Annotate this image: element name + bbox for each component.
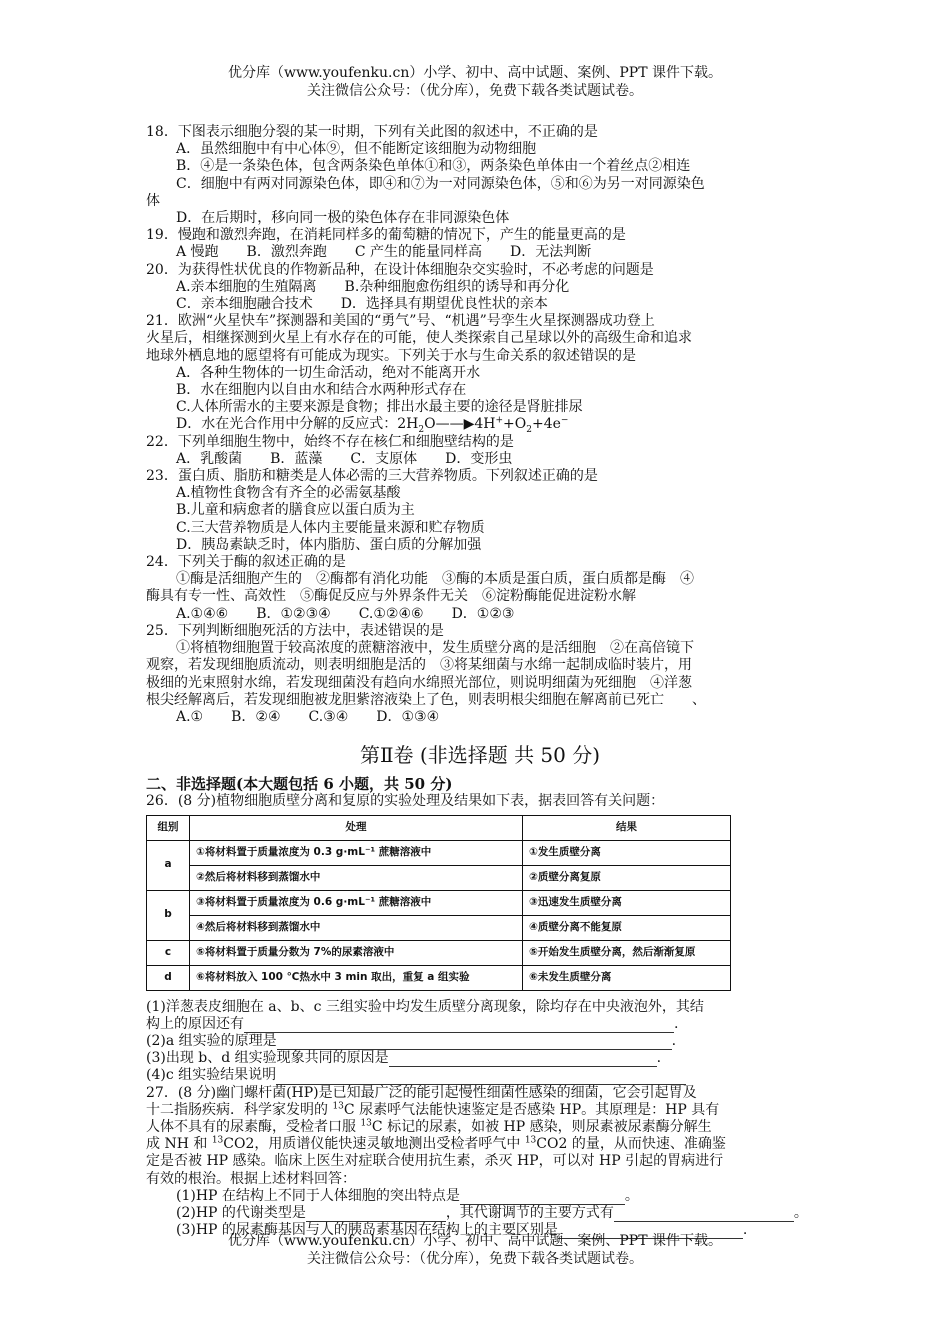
blank-end: . <box>742 1222 748 1239</box>
answer-blank[interactable] <box>276 1070 686 1085</box>
question-19 <box>146 227 814 261</box>
q24-stem: 24．下列关于酶的叙述正确的是 <box>146 554 346 571</box>
q26-sub1-line2 <box>146 1016 814 1033</box>
q23-option-c: C.三大营养物质是人体内主要能量来源和贮存物质 <box>176 519 485 536</box>
q21-d-post: 4H <box>474 416 496 433</box>
q23-option-b: B.儿童和病愈者的膳食应以蛋白质为主 <box>176 502 415 519</box>
question-25 <box>146 623 814 726</box>
q27-l4d: CO2 的量，从而快速、准确鉴 <box>536 1136 726 1153</box>
q23-option-a: A.植物性食物含有齐全的必需氨基酸 <box>176 485 401 502</box>
q27-sub2 <box>146 1205 814 1222</box>
q20-options-ab: A.亲本细胞的生殖隔离 B.杂种细胞愈伤组织的诱导和再分化 <box>176 278 570 295</box>
q27-line-3 <box>146 1119 814 1136</box>
header-line-2: 关注微信公众号：（优分库），免费下载各类试题试卷。 <box>307 83 643 99</box>
question-26 <box>146 793 814 1084</box>
table-cell-process: ④然后将材料移到蒸馏水中 <box>190 915 523 940</box>
table-cell-group: a <box>147 840 190 890</box>
table-row <box>147 965 731 990</box>
q22-options: A．乳酸菌 B．蓝藻 C．支原体 D．变形虫 <box>176 450 513 467</box>
q21-option-a: A．各种生物体的一切生命活动，绝对不能离开水 <box>176 364 481 381</box>
q25-stem: 25．下列判断细胞死活的方法中，表述错误的是 <box>146 622 444 639</box>
blank-end: 。 <box>624 1187 639 1204</box>
q26-sub3-text: (3)出现 b、d 组实验现象共同的原因是 <box>146 1050 389 1067</box>
table-header: 处理 <box>190 815 523 840</box>
q27-l4b: 和 <box>188 1136 212 1153</box>
q21-d-sup1: + <box>495 415 504 426</box>
q27-l2b: C 尿素呼气法能快速鉴定是否感染 HP。其原理是：HP 具有 <box>343 1101 720 1118</box>
q21-stem-1: 21．欧洲“火星快车”探测器和美国的“勇气”号、“机遇”号孪生火星探测器成功登上 <box>146 313 655 330</box>
q24-statements-2: 酶具有专一性、高效性 ⑤酶促反应与外界条件无关 ⑥淀粉酶能促进淀粉水解 <box>146 588 636 605</box>
q25-statements-1: ①将植物细胞置于较高浓度的蔗糖溶液中，发生质壁分离的是活细胞 ②在高倍镜下 <box>176 640 694 657</box>
answer-blank[interactable] <box>244 1018 674 1033</box>
table-cell-process: ②然后将材料移到蒸馏水中 <box>190 865 523 890</box>
blank-end: 。 <box>793 1204 808 1221</box>
q27-l4c: CO2，用质谱仪能快速灵敏地测出受检者呼气中 <box>223 1136 525 1153</box>
table-cell-result: ①发生质壁分离 <box>523 840 731 865</box>
table-cell-result: ②质壁分离复原 <box>523 865 731 890</box>
q27-l2a: 十二指肠疾病．科学家发明的 <box>146 1101 333 1118</box>
table-cell-result: ⑤开始发生质壁分离，然后渐渐复原 <box>523 940 731 965</box>
q21-d-sub2: 2 <box>526 425 532 436</box>
question-20 <box>146 262 814 314</box>
q21-d-post3: +4e <box>531 416 561 433</box>
q25-options: A.① B．②④ C.③④ D．①③④ <box>176 708 440 725</box>
q21-d-sub: 2 <box>418 425 425 436</box>
q25-statements-4: 根尖经解离后，若发现细胞被龙胆紫溶液染上了色，则表明根尖细胞在解离前已死亡 、 <box>146 691 706 708</box>
question-22 <box>146 434 814 468</box>
table-cell-result: ④质壁分离不能复原 <box>523 915 731 940</box>
q27-l4-sup2: 13 <box>524 1135 537 1146</box>
q27-sub3-text: (3)HP 的尿素酶基因与人的胰岛素基因在结构上的主要区别是 <box>176 1222 558 1239</box>
q21-d-pre: D．水在光合作用中分解的反应式：2H <box>176 416 419 433</box>
table-cell-process: ①将材料置于质量浓度为 0.3 g·mL⁻¹ 蔗糖溶液中 <box>190 840 523 865</box>
answer-blank[interactable] <box>277 1035 672 1050</box>
footer-line-1: 优分库（www.youfenku.cn）小学、初中、高中试题、案例、PPT 课件下载。 <box>227 1233 722 1249</box>
q18-option-c: C．细胞中有两对同源染色体，即④和⑦为一对同源染色体，⑤和⑥为另一对同源染色 <box>176 175 705 192</box>
q27-sub2-text-a: (2)HP 的代谢类型是 <box>176 1204 306 1221</box>
answer-blank[interactable] <box>460 1190 625 1205</box>
table-cell-result: ③迅速发生质壁分离 <box>523 890 731 915</box>
blank-end: . <box>656 1050 662 1067</box>
q21-option-b: B．水在细胞内以自由水和结合水两种形式存在 <box>176 382 467 399</box>
table-row <box>147 840 731 865</box>
reaction-arrow: ——▶ <box>435 416 475 433</box>
q21-d-sup2: − <box>560 415 569 426</box>
q23-option-d: D．胰岛素缺乏时，体内脂肪、蛋白质的分解加强 <box>176 536 482 553</box>
table-cell-group: b <box>147 890 190 940</box>
q26-sub2-text: (2)a 组实验的原理是 <box>146 1032 277 1049</box>
table-cell-result: ⑥未发生质壁分离 <box>523 965 731 990</box>
q21-option-d <box>146 415 814 436</box>
q23-stem: 23．蛋白质、脂肪和糖类是人体必需的三大营养物质。下列叙述正确的是 <box>146 468 598 485</box>
answer-blank[interactable] <box>614 1207 794 1222</box>
q18-stem: 18．下图表示细胞分裂的某一时期，下列有关此图的叙述中，不正确的是 <box>146 124 598 140</box>
table-header-row <box>147 815 731 840</box>
q26-sub1-line1: (1)洋葱表皮细胞在 a、b、c 三组实验中均发生质壁分离现象，除均存在中央液泡外，其结 <box>146 998 704 1015</box>
q21-stem-2: 火星后，相继探测到火星上有水存在的可能，使人类探索自己星球以外的高级生命和追求 <box>146 330 692 347</box>
q27-line-1: 27．(8 分)幽门螺杆菌(HP)是已知最广泛的能引起慢性细菌性感染的细菌，它会引起胃及 <box>146 1084 697 1101</box>
question-21 <box>146 313 814 436</box>
q25-statements-3: 极细的光束照射水绵，若发现细菌没有趋向水绵照光部位，则说明细菌为死细胞 ④洋葱 <box>146 674 692 691</box>
q27-sub1-text: (1)HP 在结构上不同于人体细胞的突出特点是 <box>176 1187 460 1204</box>
q19-options: A 慢跑 B．激烈奔跑 C 产生的能量同样高 D．无法判断 <box>176 244 592 261</box>
q27-l3a: 人体不具有的尿素酶，受检者口服 <box>146 1118 361 1135</box>
section-2-heading-bold: 二、非选择题 <box>146 775 237 794</box>
exam-content <box>146 124 814 1239</box>
q27-l3b: C 标记的尿素，如被 HP 感染，则尿素被尿素酶分解生 <box>371 1118 712 1135</box>
table-row <box>147 940 731 965</box>
page-footer <box>0 1232 950 1268</box>
q26-sub2 <box>146 1033 814 1050</box>
section-2-title: 第Ⅱ卷 (非选择题 共 50 分) <box>359 743 601 768</box>
answer-blank[interactable] <box>306 1207 446 1222</box>
header-line-1: 优分库（www.youfenku.cn）小学、初中、高中试题、案例、PPT 课件下载。 <box>227 65 722 81</box>
section-2-heading <box>146 776 814 793</box>
q26-sub1-text: 构上的原因还有 <box>146 1015 244 1032</box>
q27-l3-sup: 13 <box>360 1118 372 1129</box>
q26-sub4 <box>146 1067 814 1084</box>
q27-line-4 <box>146 1136 814 1153</box>
q18-option-d: D．在后期时，移向同一极的染色体存在非同源染色体 <box>176 210 510 227</box>
section-2-heading-rest: (本大题包括 6 小题，共 50 分) <box>236 775 453 794</box>
table-row <box>147 890 731 915</box>
q27-line-2 <box>146 1102 814 1119</box>
q20-options-cd: C．亲本细胞融合技术 D．选择具有期望优良性状的亲本 <box>176 296 548 313</box>
table-cell-group: c <box>147 940 190 965</box>
q27-sub1 <box>146 1188 814 1205</box>
blank-end: . <box>671 1032 677 1049</box>
q27-line-5: 定是否被 HP 感染。临床上医生对症联合使用抗生素，杀灭 HP，可以对 HP 引起的胃病进行 <box>146 1153 724 1170</box>
blank-end: . <box>674 1015 679 1032</box>
q24-options: A.①④⑥ B．①②③④ C.①②④⑥ D．①②③ <box>176 605 515 622</box>
q27-sub2-text-b: ，其代谢调节的主要方式有 <box>445 1204 614 1221</box>
q25-statements-2: 观察，若发现细胞质流动，则表明细胞是活的 ③将某细菌与水绵一起制成临时装片，用 <box>146 657 692 674</box>
q27-l4-sup: 13 <box>211 1135 224 1146</box>
answer-blank[interactable] <box>389 1052 657 1067</box>
table-header: 结果 <box>523 815 731 840</box>
q18-option-c-cont: 体 <box>146 192 160 209</box>
q20-stem: 20．为获得性状优良的作物新品种，在设计体细胞杂交实验时，不必考虑的问题是 <box>146 261 654 278</box>
q18-option-b: B．④是一条染色体，包含两条染色单体①和③，两条染色单体由一个着丝点②相连 <box>176 158 691 175</box>
q18-option-a: A．虽然细胞中有中心体⑨，但不能断定该细胞为动物细胞 <box>176 141 537 158</box>
q24-statements-1: ①酶是活细胞产生的 ②酶都有消化功能 ③酶的本质是蛋白质，蛋白质都是酶 ④ <box>176 571 694 588</box>
footer-line-2: 关注微信公众号：（优分库），免费下载各类试题试卷。 <box>307 1251 643 1267</box>
question-24 <box>146 554 814 623</box>
page-header <box>0 64 950 100</box>
table-cell-process: ⑥将材料放入 100 ℃热水中 3 min 取出，重复 a 组实验 <box>190 965 523 990</box>
question-23 <box>146 468 814 554</box>
q27-l4a: 成 NH <box>146 1136 189 1153</box>
table-cell-process: ③将材料置于质量浓度为 0.6 g·mL⁻¹ 蔗糖溶液中 <box>190 890 523 915</box>
table-row <box>147 915 731 940</box>
q27-l2-sup: 13 <box>332 1101 344 1112</box>
q21-option-c: C.人体所需水的主要来源是食物；排出水最主要的途径是肾脏排尿 <box>176 399 583 416</box>
experiment-table <box>146 815 731 991</box>
table-cell-group: d <box>147 965 190 990</box>
table-header: 组别 <box>147 815 190 840</box>
q27-line-6: 有效的根治。根据上述材料回答： <box>146 1170 356 1187</box>
q21-stem-3: 地球外栖息地的愿望将有可能成为现实。下列关于水与生命关系的叙述错误的是 <box>146 347 636 364</box>
table-row <box>147 865 731 890</box>
question-18 <box>146 124 814 227</box>
q26-sub3 <box>146 1050 814 1067</box>
q26-sub4-text: (4)c 组实验结果说明 <box>146 1067 277 1084</box>
q26-stem: 26．(8 分)植物细胞质壁分离和复原的实验处理及结果如下表，据表回答有关问题： <box>146 793 665 810</box>
table-cell-process: ⑤将材料置于质量分数为 7%的尿素溶液中 <box>190 940 523 965</box>
q22-stem: 22．下列单细胞生物中，始终不存在核仁和细胞壁结构的是 <box>146 433 514 450</box>
q19-stem: 19．慢跑和激烈奔跑，在消耗同样多的葡萄糖的情况下，产生的能量更高的是 <box>146 227 626 244</box>
q21-d-post2: +O <box>503 416 527 433</box>
question-27 <box>146 1085 814 1240</box>
q21-d-mid: O <box>424 416 436 433</box>
